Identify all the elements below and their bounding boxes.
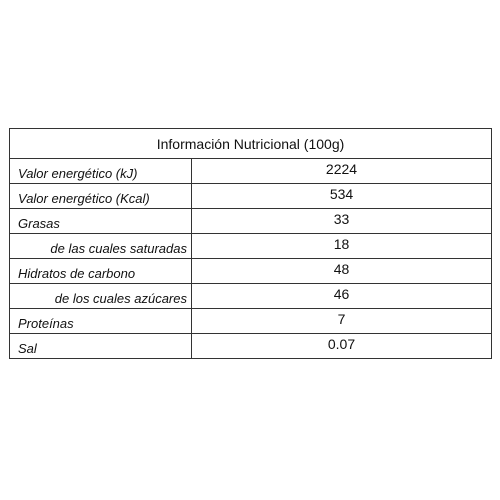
table-row	[10, 259, 492, 284]
table-row	[10, 209, 492, 234]
nutrient-value: 534	[192, 184, 492, 209]
nutrient-label: Valor energético (Kcal)	[10, 184, 192, 209]
nutrient-label: Proteínas	[10, 309, 192, 334]
nutrient-label: Grasas	[10, 209, 192, 234]
nutrient-value: 0.07	[192, 334, 492, 359]
nutrient-value: 18	[192, 234, 492, 259]
nutrient-value: 33	[192, 209, 492, 234]
table-header-row	[10, 129, 492, 159]
nutrient-value: 2224	[192, 159, 492, 184]
table-title: Información Nutricional (100g)	[10, 129, 492, 159]
nutrient-label: Sal	[10, 334, 192, 359]
table-row	[10, 284, 492, 309]
nutrient-label: Hidratos de carbono	[10, 259, 192, 284]
nutrient-sublabel: de las cuales saturadas	[10, 234, 192, 259]
table-row	[10, 234, 492, 259]
nutrient-sublabel: de los cuales azúcares	[10, 284, 192, 309]
table-row	[10, 309, 492, 334]
nutrient-value: 48	[192, 259, 492, 284]
nutrient-label: Valor energético (kJ)	[10, 159, 192, 184]
table-row	[10, 159, 492, 184]
table-row	[10, 184, 492, 209]
nutrient-value: 46	[192, 284, 492, 309]
nutrition-facts-table	[9, 128, 492, 359]
table-row	[10, 334, 492, 359]
nutrient-value: 7	[192, 309, 492, 334]
